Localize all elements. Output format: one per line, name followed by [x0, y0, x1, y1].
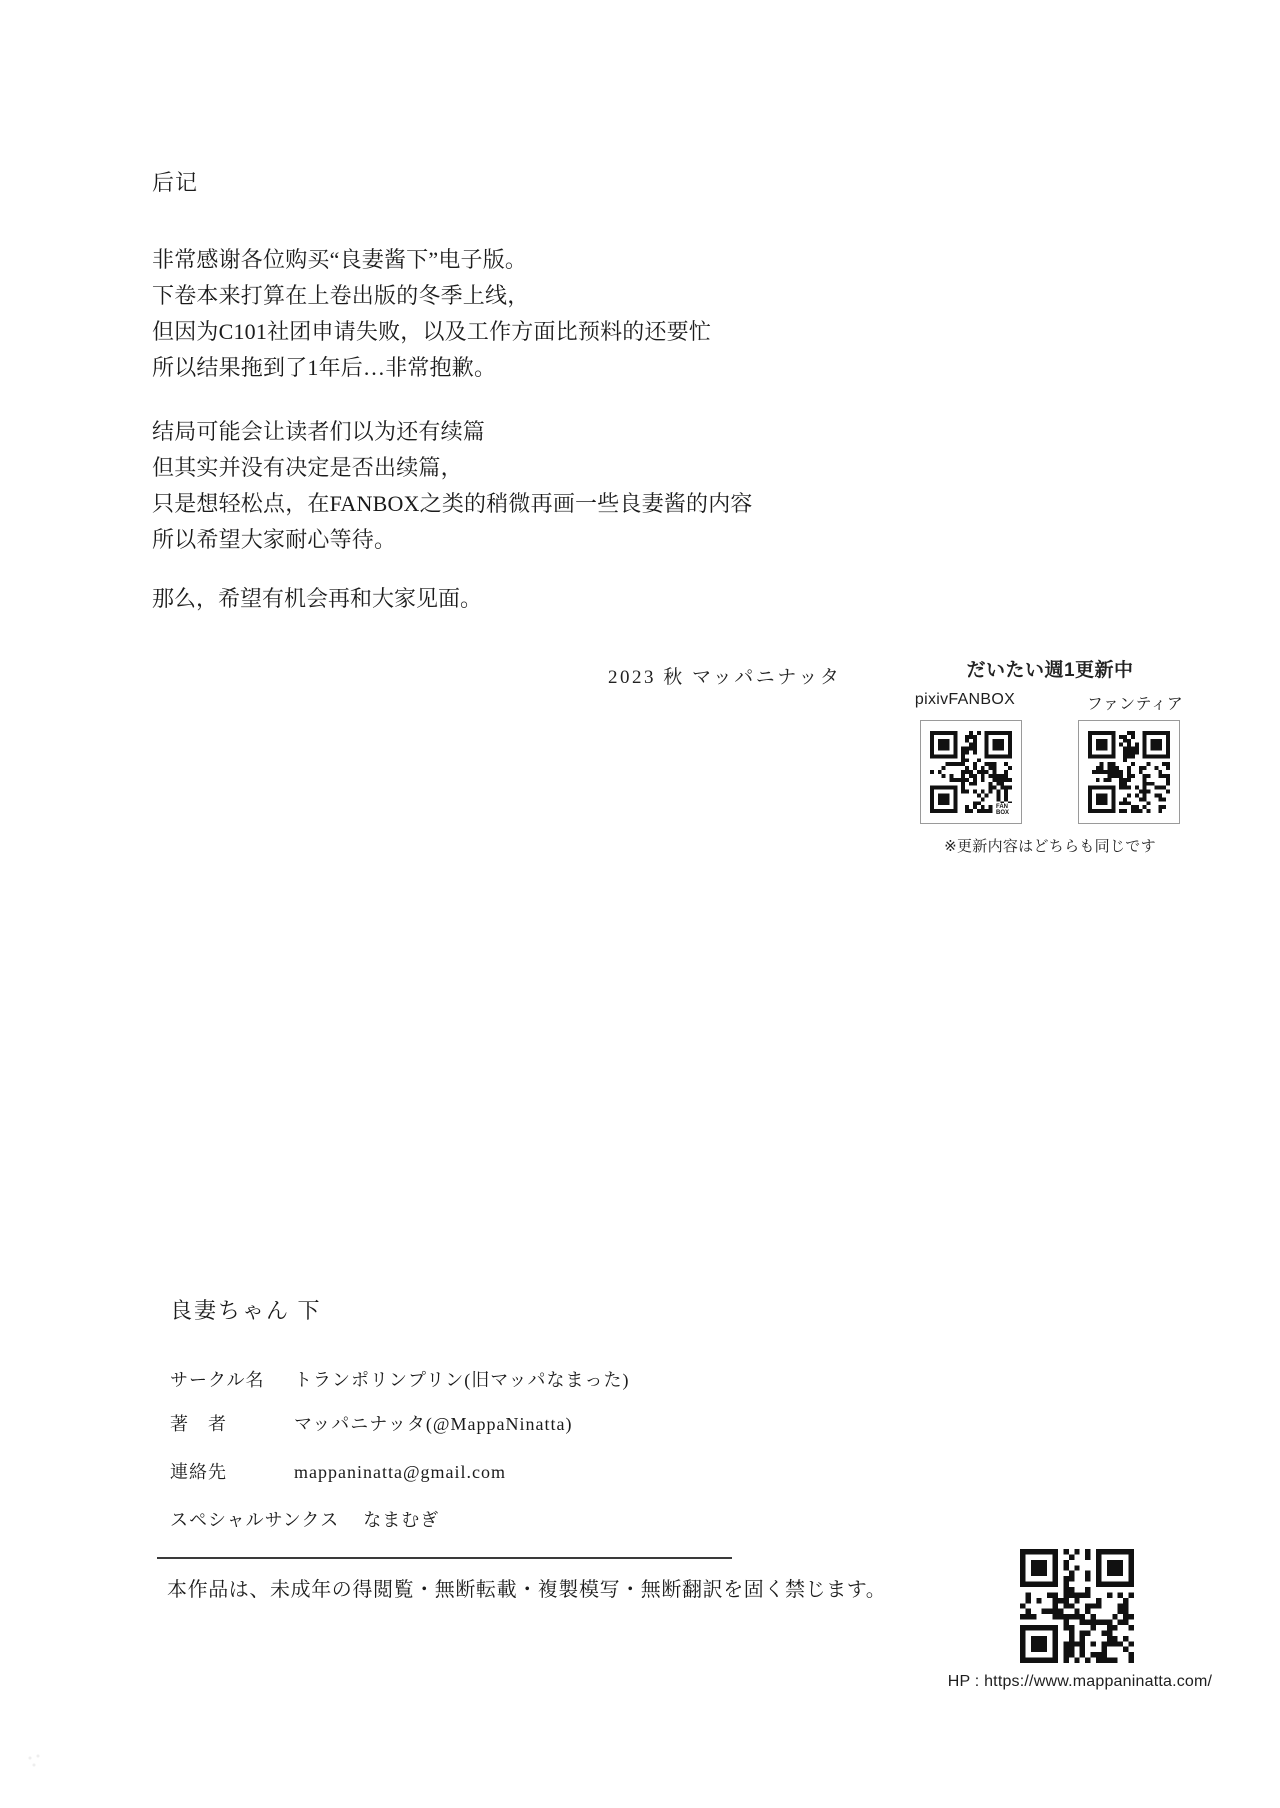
fanbox-qr-frame	[920, 720, 1022, 824]
afterword-closing-line: 那么，希望有机会再和大家见面。	[152, 586, 483, 611]
credit-value: mappaninatta@gmail.com	[294, 1462, 507, 1482]
paragraph-line: 非常感谢各位购买“良妻酱下”电子版。	[152, 247, 528, 272]
credit-row-special-thanks	[170, 1506, 439, 1532]
fanbox-logo-badge: FAN BOX	[995, 803, 1016, 817]
paragraph-line: 但其实并没有决定是否出续篇，	[152, 455, 463, 480]
credit-row-circle	[170, 1366, 630, 1392]
fantia-label: ファンティア	[1086, 696, 1184, 713]
credit-label: 著 者	[170, 1414, 227, 1434]
author-signature: 2023 秋 マッパニナッタ	[608, 667, 842, 688]
paragraph-line: 下卷本来打算在上卷出版的冬季上线，	[152, 283, 530, 308]
afterword-paragraph-2	[152, 414, 753, 558]
update-note: ※更新内容はどちらも同じです	[944, 838, 1156, 855]
paragraph-line: 但因为C101社团申请失败，以及工作方面比预料的还要忙	[152, 319, 712, 344]
credit-value: トランポリンプリン(旧マッパなまった)	[294, 1370, 630, 1390]
paragraph-line: 只是想轻松点，在FANBOX之类的稍微再画一些良妻酱的内容	[152, 491, 753, 516]
qr-codes-row	[880, 720, 1220, 824]
homepage-qr-code-icon	[1020, 1548, 1134, 1664]
homepage-url: HP : https://www.mappaninatta.com/	[947, 1673, 1213, 1690]
book-title: 良妻ちゃん 下	[170, 1298, 322, 1323]
credit-label: サークル名	[170, 1370, 265, 1390]
paragraph-line: 所以希望大家耐心等待。	[152, 527, 397, 552]
scan-artifact	[24, 1750, 44, 1770]
afterword-heading: 后记	[152, 170, 199, 195]
divider-line	[157, 1557, 732, 1559]
pixiv-fanbox-label: pixivFANBOX	[914, 691, 1016, 708]
fantia-qr-frame	[1078, 720, 1180, 824]
copyright-notice: 本作品は、未成年の得閲覧・無断転載・複製模写・無断翻訳を固く禁じます。	[167, 1579, 887, 1601]
credit-label: 連絡先	[170, 1462, 227, 1482]
credit-value: なまむぎ	[363, 1510, 440, 1530]
fantia-qr-code-icon	[1088, 730, 1170, 814]
update-info-box	[880, 655, 1220, 856]
paragraph-line: 所以结果拖到了1年后…非常抱歉。	[152, 355, 497, 380]
afterword-paragraph-1	[152, 242, 711, 386]
qr-labels-row	[880, 691, 1220, 714]
credit-label: スペシャルサンクス	[170, 1510, 340, 1530]
update-heading: だいたい週1更新中	[966, 660, 1134, 681]
credit-row-contact	[170, 1458, 506, 1484]
homepage-qr-frame	[1020, 1548, 1134, 1664]
fanbox-qr-code-icon	[930, 730, 1012, 814]
paragraph-line: 结局可能会让读者们以为还有续篇	[152, 419, 486, 444]
credit-row-author	[170, 1410, 572, 1436]
credit-value: マッパニナッタ(@MappaNinatta)	[294, 1414, 573, 1434]
